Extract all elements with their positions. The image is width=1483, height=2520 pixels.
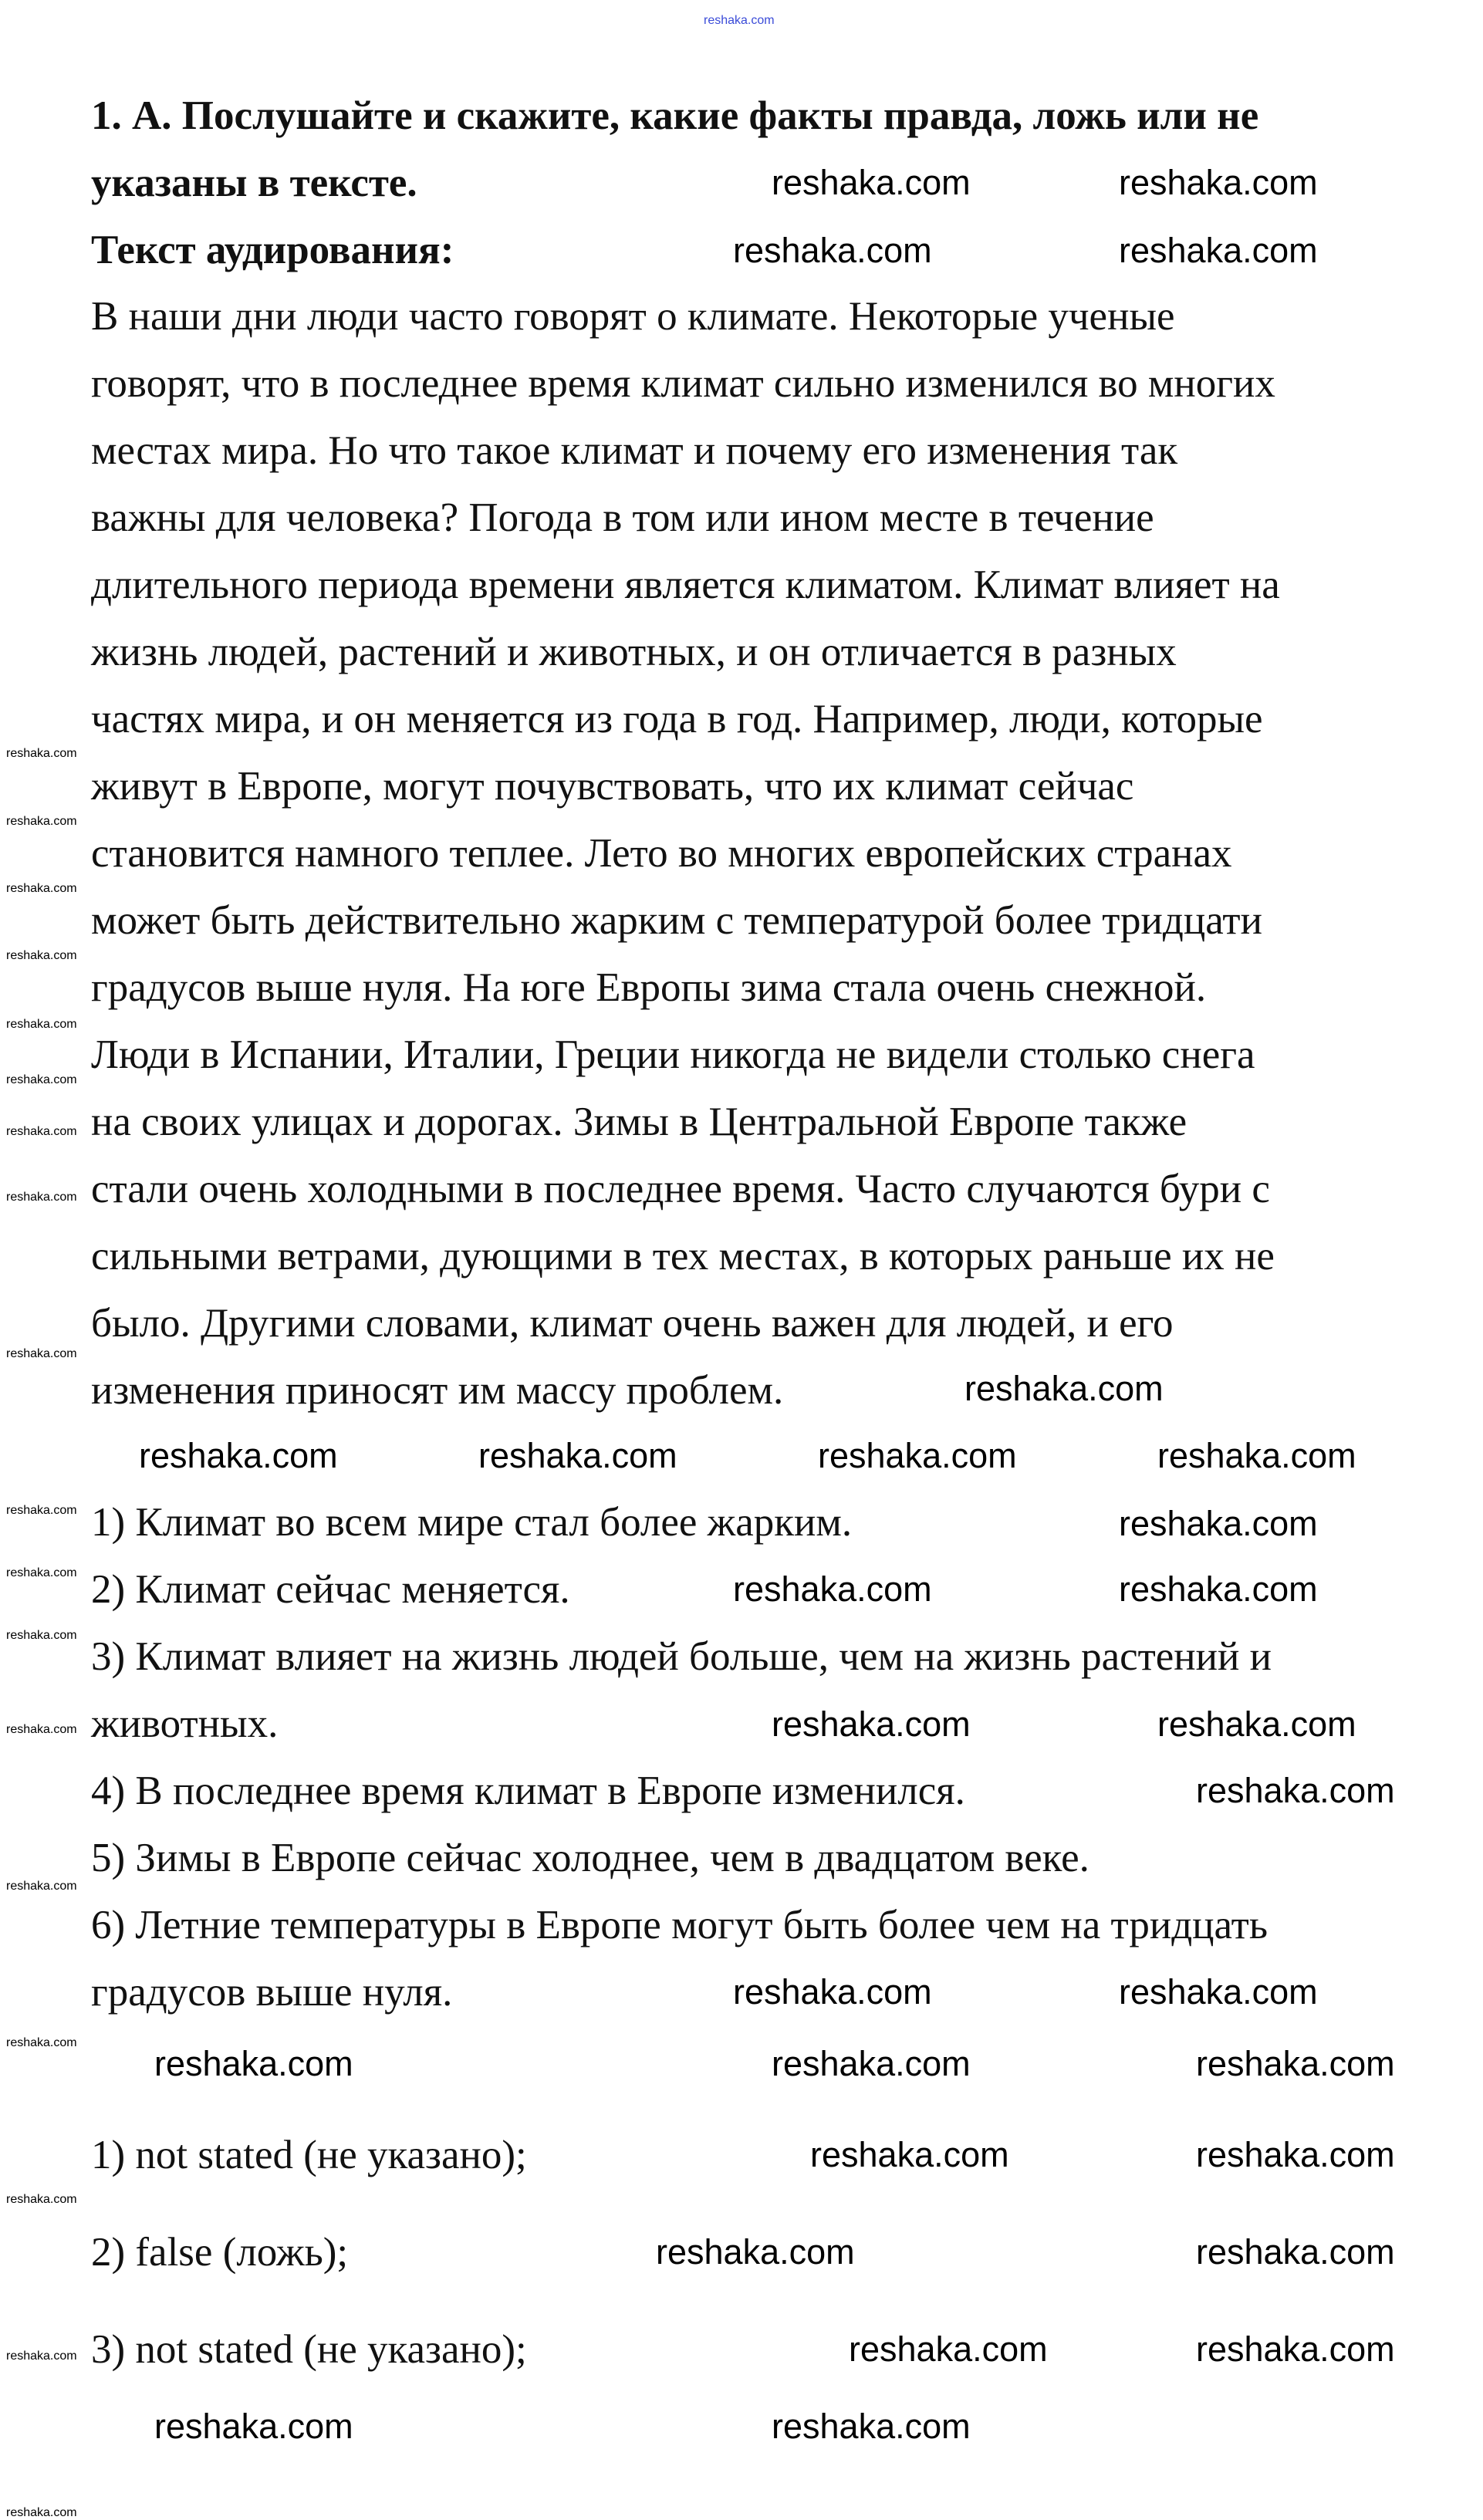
watermark: reshaka.com <box>964 1369 1164 1408</box>
watermark: reshaka.com <box>1157 1704 1356 1744</box>
listening-text-line: может быть действительно жарким с температурой более тридцати <box>91 898 1262 943</box>
statement-line: 4) В последнее время климат в Европе изменился. <box>91 1768 965 1813</box>
statement-line: 2) Климат сейчас меняется. <box>91 1567 570 1612</box>
watermark: reshaka.com <box>139 1436 338 1475</box>
watermark: reshaka.com <box>6 1880 77 1893</box>
watermark: reshaka.com <box>733 1972 932 2012</box>
listening-text-line: на своих улицах и дорогах. Зимы в Центральной Европе также <box>91 1100 1187 1144</box>
watermark: reshaka.com <box>6 2349 77 2363</box>
watermark: reshaka.com <box>6 1018 77 1031</box>
watermark: reshaka.com <box>478 1436 677 1475</box>
statement-line: 1) Климат во всем мире стал более жарким. <box>91 1500 853 1545</box>
listening-text-line: частях мира, и он меняется из года в год. Например, люди, которые <box>91 697 1263 741</box>
watermark: reshaka.com <box>1196 1771 1395 1810</box>
answer-line: 1) not stated (не указано); <box>91 2133 527 2177</box>
statement-line: животных. <box>91 1701 279 1746</box>
watermark: reshaka.com <box>1119 231 1318 270</box>
answer-line: 2) false (ложь); <box>91 2230 349 2275</box>
task-heading-line: 1. А. Послушайте и скажите, какие факты правда, ложь или не <box>91 93 1259 138</box>
listening-text-line: говорят, что в последнее время климат сильно изменился во многих <box>91 361 1275 406</box>
watermark: reshaka.com <box>1119 163 1318 202</box>
watermark: reshaka.com <box>772 2407 971 2446</box>
listening-text-line: местах мира. Но что такое климат и почему его изменения так <box>91 428 1178 473</box>
statement-line: 3) Климат влияет на жизнь людей больше, чем на жизнь растений и <box>91 1634 1272 1679</box>
watermark: reshaka.com <box>154 2407 353 2446</box>
watermark: reshaka.com <box>6 1191 77 1204</box>
watermark: reshaka.com <box>6 1347 77 1360</box>
answer-line: 3) not stated (не указано); <box>91 2327 527 2372</box>
watermark: reshaka.com <box>1196 2329 1395 2369</box>
listening-text-line: живут в Европе, могут почувствовать, что их климат сейчас <box>91 764 1134 809</box>
watermark: reshaka.com <box>6 1629 77 1642</box>
watermark: reshaka.com <box>1196 2135 1395 2174</box>
task-heading-line: указаны в тексте. <box>91 160 417 205</box>
watermark: reshaka.com <box>810 2135 1009 2174</box>
watermark: reshaka.com <box>6 2506 77 2519</box>
listening-text-line: градусов выше нуля. На юге Европы зима стала очень снежной. <box>91 965 1207 1010</box>
watermark: reshaka.com <box>1119 1504 1318 1543</box>
listening-text-line: длительного периода времени является климатом. Климат влияет на <box>91 562 1280 607</box>
watermark: reshaka.com <box>1119 1569 1318 1609</box>
watermark: reshaka.com <box>154 2044 353 2083</box>
listening-text-line: было. Другими словами, климат очень важен для людей, и его <box>91 1301 1174 1346</box>
watermark: reshaka.com <box>1119 1972 1318 2012</box>
statement-line: 5) Зимы в Европе сейчас холоднее, чем в двадцатом веке. <box>91 1836 1089 1880</box>
statement-line: 6) Летние температуры в Европе могут быть более чем на тридцать <box>91 1903 1268 1947</box>
watermark: reshaka.com <box>772 163 971 202</box>
watermark: reshaka.com <box>6 2036 77 2049</box>
listening-text-line: сильными ветрами, дующими в тех местах, в которых раньше их не <box>91 1234 1275 1279</box>
listening-text-line: становится намного теплее. Лето во многих европейских странах <box>91 831 1232 876</box>
watermark: reshaka.com <box>6 1504 77 1517</box>
listening-text-line: В наши дни люди часто говорят о климате. Некоторые ученые <box>91 294 1175 339</box>
listening-text-line: Люди в Испании, Италии, Греции никогда не видели столько снега <box>91 1032 1255 1077</box>
listening-text-line: изменения приносят им массу проблем. <box>91 1368 784 1413</box>
watermark: reshaka.com <box>6 1125 77 1138</box>
watermark: reshaka.com <box>6 2193 77 2206</box>
watermark: reshaka.com <box>1196 2044 1395 2083</box>
listening-text-title: Текст аудирования: <box>91 228 454 272</box>
watermark: reshaka.com <box>772 1704 971 1744</box>
header-watermark: reshaka.com <box>704 14 775 27</box>
watermark: reshaka.com <box>6 747 77 760</box>
watermark: reshaka.com <box>849 2329 1048 2369</box>
statement-line: градусов выше нуля. <box>91 1970 453 2015</box>
watermark: reshaka.com <box>1196 2232 1395 2272</box>
watermark: reshaka.com <box>6 815 77 828</box>
watermark: reshaka.com <box>818 1436 1017 1475</box>
listening-text-line: жизнь людей, растений и животных, и он отличается в разных <box>91 630 1177 674</box>
watermark: reshaka.com <box>1157 1436 1356 1475</box>
watermark: reshaka.com <box>6 1566 77 1579</box>
watermark: reshaka.com <box>772 2044 971 2083</box>
listening-text-line: стали очень холодными в последнее время. Часто случаются бури с <box>91 1167 1270 1211</box>
watermark: reshaka.com <box>733 231 932 270</box>
watermark: reshaka.com <box>656 2232 855 2272</box>
watermark: reshaka.com <box>6 1723 77 1736</box>
watermark: reshaka.com <box>6 882 77 895</box>
watermark: reshaka.com <box>733 1569 932 1609</box>
watermark: reshaka.com <box>6 1073 77 1086</box>
listening-text-line: важны для человека? Погода в том или ином месте в течение <box>91 495 1154 540</box>
watermark: reshaka.com <box>6 949 77 962</box>
